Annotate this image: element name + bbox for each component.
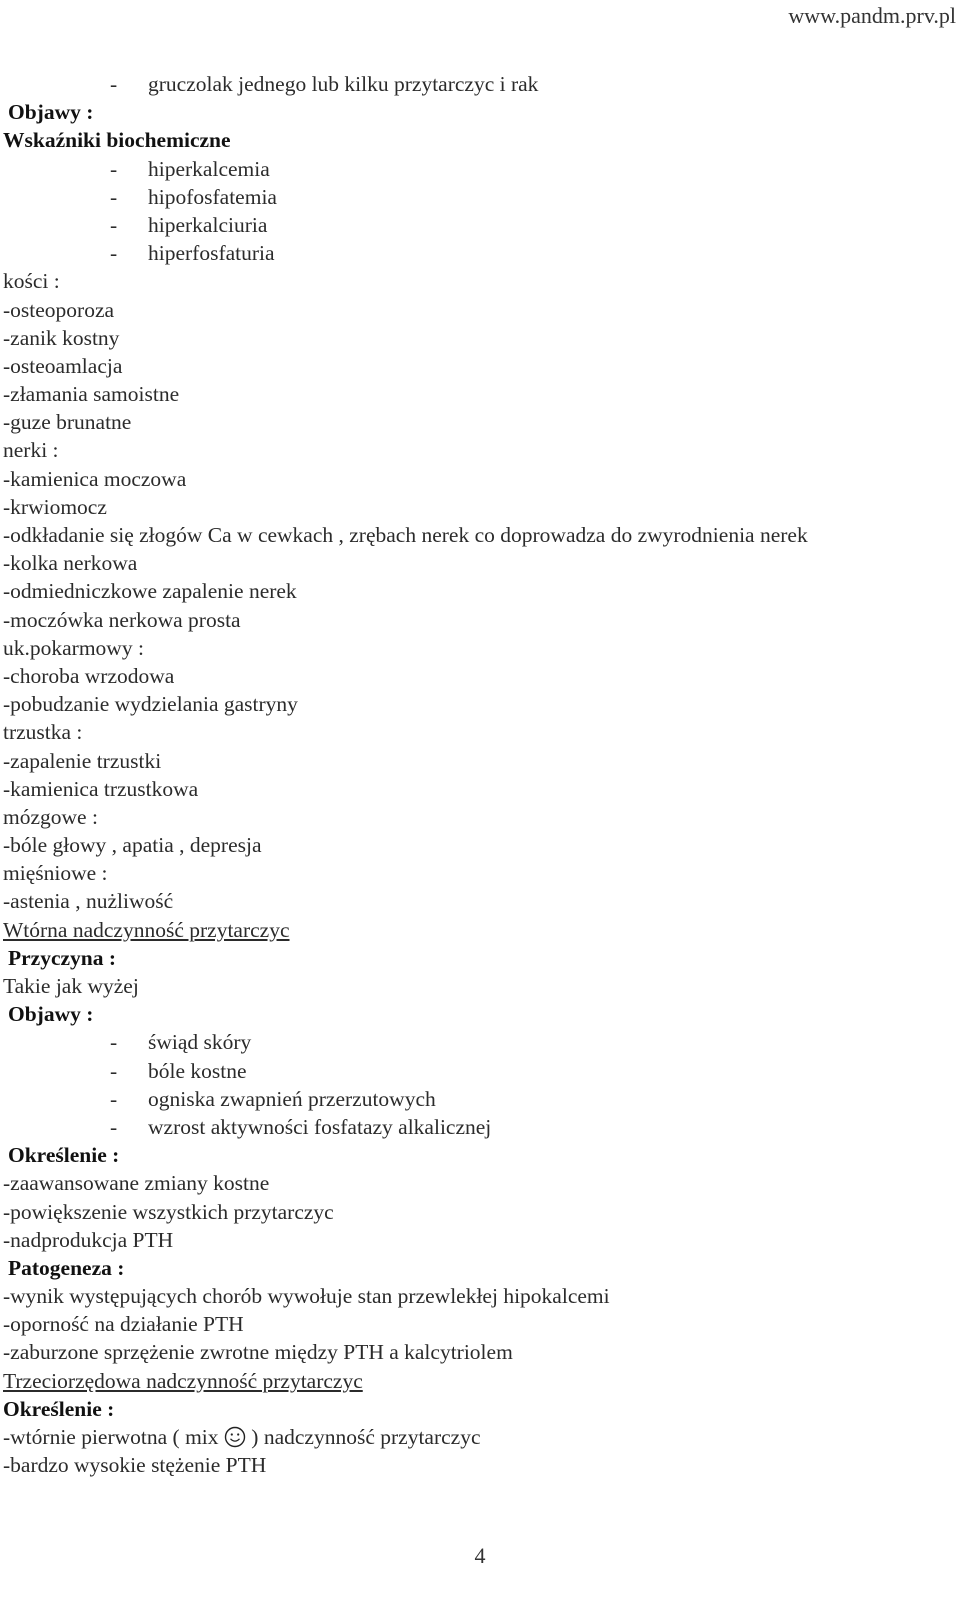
text-line: kości : bbox=[3, 269, 60, 294]
text-line: -kamienica trzustkowa bbox=[3, 776, 199, 801]
text-line: -zaawansowane zmiany kostne bbox=[3, 1171, 270, 1196]
dash-bullet: - bbox=[110, 1030, 118, 1055]
text-line: -powiększenie wszystkich przytarczyc bbox=[3, 1199, 334, 1224]
text-line: -osteoamlacja bbox=[3, 353, 123, 378]
text-line: -zapalenie trzustki bbox=[3, 748, 162, 773]
text-line: -pobudzanie wydzielania gastryny bbox=[3, 692, 298, 717]
bullet-text: hiperfosfaturia bbox=[148, 241, 275, 266]
bullet-list-item bbox=[0, 1057, 955, 1085]
bullet-text: wzrost aktywności fosfatazy alkalicznej bbox=[148, 1114, 492, 1139]
text-line: -oporność na działanie PTH bbox=[3, 1312, 244, 1337]
dash-bullet: - bbox=[110, 156, 118, 181]
bullet-text: hiperkalcemia bbox=[148, 156, 270, 181]
section-heading: Wskaźniki biochemiczne bbox=[3, 128, 231, 153]
bullet-list-item bbox=[0, 239, 955, 267]
dash-bullet: - bbox=[110, 241, 118, 266]
section-heading: Objawy : bbox=[8, 1002, 94, 1027]
text-line: -kolka nerkowa bbox=[3, 551, 138, 576]
text-line: -moczówka nerkowa prosta bbox=[3, 607, 241, 632]
dash-bullet: - bbox=[110, 72, 118, 96]
text-line: trzustka : bbox=[3, 720, 83, 745]
text-line: -guze brunatne bbox=[3, 410, 132, 435]
text-line: Takie jak wyżej bbox=[3, 974, 139, 998]
text-line: -bardzo wysokie stężenie PTH bbox=[3, 1453, 267, 1478]
chapter-title: Trzeciorzędowa nadczynność przytarczyc bbox=[3, 1368, 363, 1393]
dash-bullet: - bbox=[110, 184, 118, 209]
dash-bullet: - bbox=[110, 1058, 118, 1083]
bullet-list-item bbox=[0, 211, 955, 239]
text-line: -odmiedniczkowe zapalenie nerek bbox=[3, 579, 297, 604]
dash-bullet: - bbox=[110, 1086, 118, 1111]
section-heading: Przyczyna : bbox=[8, 945, 117, 970]
text-line: -zanik kostny bbox=[3, 325, 120, 350]
text-line: -odkładanie się złogów Ca w cewkach , zrębach nerek co doprowadza do zwyrodnienia nerek bbox=[3, 523, 808, 547]
bullet-text: bóle kostne bbox=[148, 1058, 247, 1083]
text-line: -nadprodukcja PTH bbox=[3, 1227, 174, 1252]
text-line: -osteoporoza bbox=[3, 297, 115, 322]
text-line: -kamienica moczowa bbox=[3, 466, 187, 491]
bullet-list-item bbox=[0, 1085, 955, 1113]
text-line: -krwiomocz bbox=[3, 494, 107, 519]
bullet-text: gruczolak jednego lub kilku przytarczyc i rak bbox=[148, 72, 539, 96]
section-heading: Określenie : bbox=[8, 1143, 120, 1168]
text-line: nerki : bbox=[3, 438, 59, 463]
document-body bbox=[0, 70, 955, 1479]
section-heading: Określenie : bbox=[3, 1396, 115, 1421]
text-line: -zaburzone sprzężenie zwrotne między PTH a kalcytriolem bbox=[3, 1340, 513, 1365]
bullet-list-item bbox=[0, 183, 955, 211]
bullet-list-item bbox=[0, 1028, 955, 1056]
text-line: -choroba wrzodowa bbox=[3, 663, 175, 688]
text-line: -astenia , nużliwość bbox=[3, 889, 174, 914]
bullet-text: ogniska zwapnień przerzutowych bbox=[148, 1086, 436, 1111]
text-line: -wynik występujących chorób wywołuje stan przewlekłej hipokalcemi bbox=[3, 1284, 610, 1309]
text-line: uk.pokarmowy : bbox=[3, 635, 144, 660]
text-line: -złamania samoistne bbox=[3, 382, 180, 407]
section-heading: Patogeneza : bbox=[8, 1255, 125, 1280]
page-number: 4 bbox=[474, 1543, 486, 1568]
bullet-list-item bbox=[0, 155, 955, 183]
text-line: -bóle głowy , apatia , depresja bbox=[3, 833, 262, 858]
bullet-text: świąd skóry bbox=[148, 1030, 252, 1055]
text-line: mózgowe : bbox=[3, 804, 98, 829]
bullet-text: hipofosfatemia bbox=[148, 184, 277, 209]
page-header-url: www.pandm.prv.pl bbox=[788, 3, 956, 28]
text-line: mięśniowe : bbox=[3, 861, 108, 886]
dash-bullet: - bbox=[110, 212, 118, 237]
dash-bullet: - bbox=[110, 1114, 118, 1139]
bullet-list-item bbox=[0, 70, 955, 98]
text-line: -wtórnie pierwotna ( mix ) nadczynność przytarczyc bbox=[0, 1423, 955, 1451]
bullet-list-item bbox=[0, 1113, 955, 1141]
chapter-title: Wtórna nadczynność przytarczyc bbox=[3, 917, 290, 942]
bullet-text: hiperkalciuria bbox=[148, 212, 268, 237]
section-heading: Objawy : bbox=[8, 100, 94, 125]
